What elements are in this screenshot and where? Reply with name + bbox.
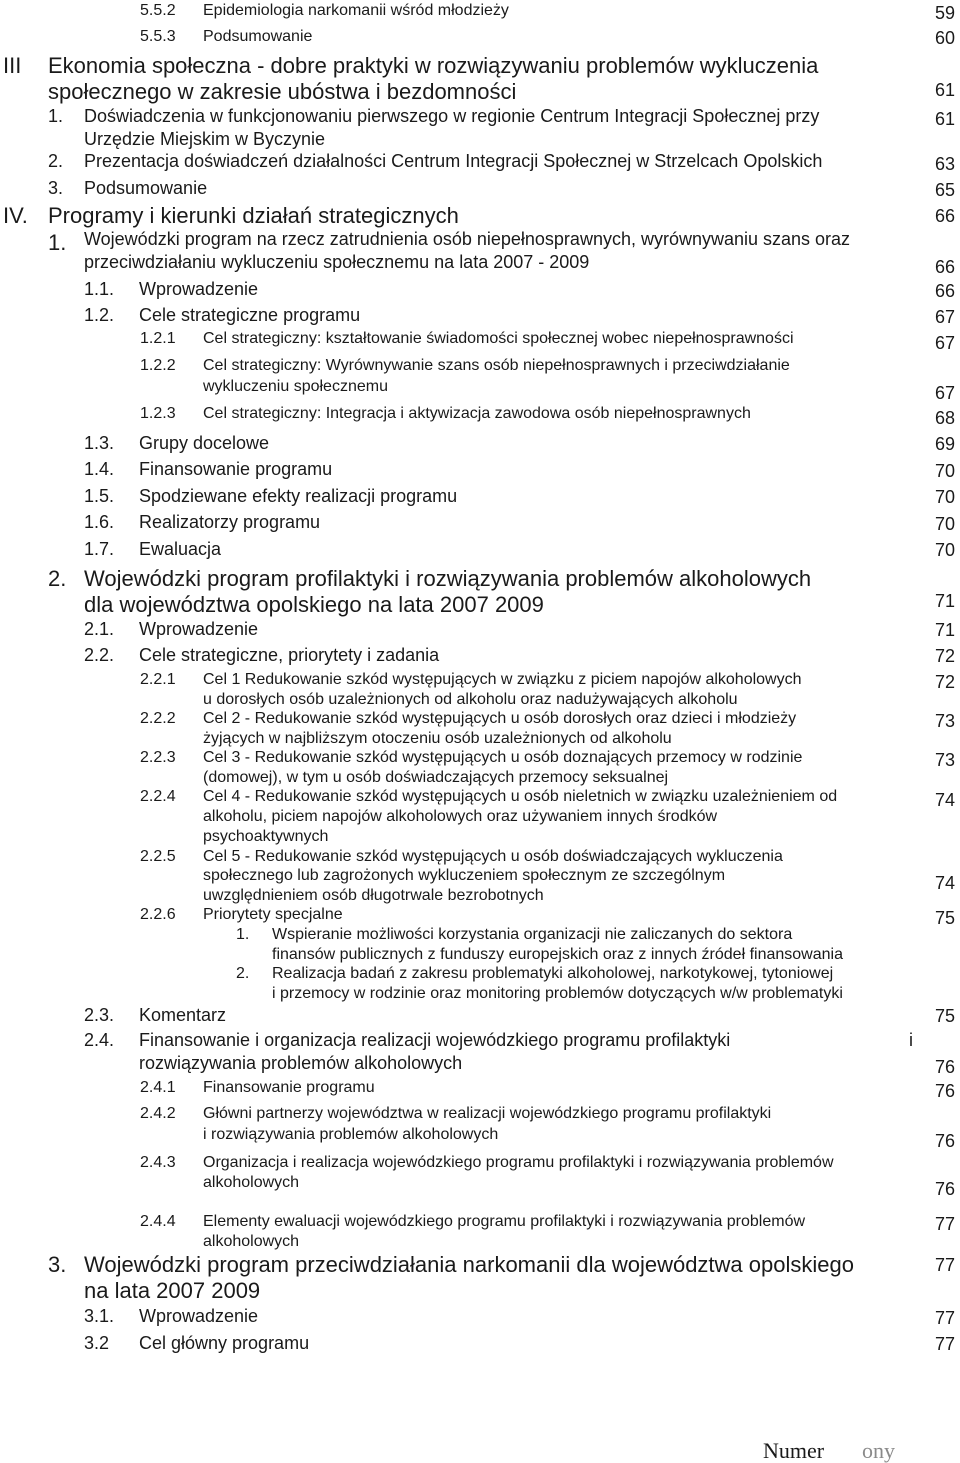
toc-title-cont: u dorosłych osób uzależnionych od alkoholu oraz nadużywających alkoholu <box>203 691 738 708</box>
toc-title: Wojewódzki program profilaktyki i rozwiązywania problemów alkoholowych <box>84 566 812 591</box>
toc-number: 2.2.3 <box>140 749 176 766</box>
toc-number: 2.4. <box>84 1030 115 1050</box>
toc-number: 3. <box>48 178 64 198</box>
toc-page: 66 <box>935 257 956 277</box>
toc-title: Realizacja badań z zakresu problematyki alkoholowej, narkotykowej, tytoniowej <box>272 965 834 982</box>
toc-number: 2.2.6 <box>140 906 176 923</box>
toc-page: 77 <box>935 1255 956 1275</box>
toc-number: 2.2.5 <box>140 848 176 865</box>
toc-page: 76 <box>935 1081 956 1101</box>
toc-page: 75 <box>935 1006 956 1026</box>
toc-title: Cele strategiczne programu <box>139 305 361 325</box>
toc-title-cont: dla województwa opolskiego na lata 2007 2009 <box>84 592 544 617</box>
toc-title: Komentarz <box>139 1005 227 1025</box>
toc-title-cont: psychoaktywnych <box>203 828 329 845</box>
toc-title: Cel 2 - Redukowanie szkód występujących u osób dorosłych oraz dzieci i młodzieży <box>203 710 797 727</box>
toc-title: Podsumowanie <box>203 28 313 45</box>
toc-number: III <box>3 53 22 78</box>
toc-title-cont: finansów publicznych z funduszy europejskich oraz z innych źródeł finansowania <box>272 946 843 963</box>
toc-number: 2.2.2 <box>140 710 176 727</box>
toc-number: 1.6. <box>84 512 115 532</box>
toc-number: 2.4.1 <box>140 1079 176 1096</box>
toc-title: Prezentacja doświadczeń działalności Centrum Integracji Społecznej w Strzelcach Opolskich <box>84 151 823 171</box>
footer-page-label: Numer <box>763 1438 825 1463</box>
toc-title: Cel 4 - Redukowanie szkód występujących u osób nieletnich w związku uzależnieniem od <box>203 788 838 805</box>
toc-page: 74 <box>935 873 956 893</box>
toc-page: 70 <box>935 487 956 507</box>
toc-title-cont: uwzględnieniem osób długotrwale bezrobotnych <box>203 887 544 904</box>
toc-title-cont: Urzędzie Miejskim w Byczynie <box>84 129 326 149</box>
toc-title-cont: przeciwdziałaniu wykluczeniu społecznemu na lata 2007 - 2009 <box>84 252 590 272</box>
toc-number: 5.5.3 <box>140 28 176 45</box>
toc-title: Cel strategiczny: Wyrównywanie szans osób niepełnosprawnych i przeciwdziałanie <box>203 357 790 374</box>
toc-title: Programy i kierunki działań strategicznych <box>48 203 459 228</box>
toc-title: Elementy ewaluacji wojewódzkiego programu profilaktyki i rozwiązywania problemów <box>203 1213 806 1230</box>
toc-title: Główni partnerzy województwa w realizacji wojewódzkiego programu profilaktyki <box>203 1105 772 1122</box>
toc-title-cont: wykluczeniu społecznemu <box>203 378 388 395</box>
toc-page: 73 <box>935 750 956 770</box>
toc-title: Wprowadzenie <box>139 1306 259 1326</box>
toc-number: 3.2 <box>84 1333 110 1353</box>
toc-title: Wspieranie możliwości korzystania organizacji nie zaliczanych do sektora <box>272 926 793 943</box>
toc-title: Finansowanie programu <box>139 459 333 479</box>
toc-page: 61 <box>935 80 956 100</box>
toc-number: 1.2.1 <box>140 330 176 347</box>
toc-title: Cel 5 - Redukowanie szkód występujących u osób doświadczających wykluczenia <box>203 848 783 865</box>
toc-page: 77 <box>935 1308 956 1328</box>
toc-number: 2.1. <box>84 619 115 639</box>
toc-page: 74 <box>935 790 956 810</box>
toc-title: Organizacja i realizacja wojewódzkiego programu profilaktyki i rozwiązywania problemów <box>203 1154 834 1171</box>
toc-number: 2.4.2 <box>140 1105 176 1122</box>
toc-page: 61 <box>935 109 956 129</box>
toc-title: Ekonomia społeczna - dobre praktyki w rozwiązywaniu problemów wykluczenia <box>48 53 819 78</box>
toc-number: 1.5. <box>84 486 115 506</box>
toc-title: Wojewódzki program na rzecz zatrudnienia osób niepełnosprawnych, wyrównywaniu szans oraz <box>84 229 851 249</box>
toc-page: 73 <box>935 711 956 731</box>
toc-title-cont: rozwiązywania problemów alkoholowych <box>139 1053 463 1073</box>
toc-page: 63 <box>935 154 956 174</box>
toc-number: 1.2.2 <box>140 357 176 374</box>
toc-title-cont: i rozwiązywania problemów alkoholowych <box>203 1126 499 1143</box>
toc-number: 3.1. <box>84 1306 115 1326</box>
toc-number: 2. <box>236 965 250 982</box>
toc-page: 66 <box>935 281 956 301</box>
toc-number: 3. <box>48 1252 67 1277</box>
toc-number: 1.2. <box>84 305 115 325</box>
footer-page-label-tail: ony <box>862 1438 895 1463</box>
toc-title-cont: społecznego lub zagrożonych wykluczeniem społecznym ze szczególnym <box>203 867 726 884</box>
toc-number: 1. <box>236 926 250 943</box>
toc-title-cont: i przemocy w rodzinie oraz monitoring problemów dotyczących w/w problematyki <box>272 985 843 1002</box>
toc-number: 5.5.2 <box>140 2 176 19</box>
toc-page: 76 <box>935 1131 956 1151</box>
toc-title: Cel strategiczny: Integracja i aktywizacja zawodowa osób niepełnosprawnych <box>203 405 751 422</box>
toc-title: Grupy docelowe <box>139 433 270 453</box>
toc-title: Wprowadzenie <box>139 279 259 299</box>
toc-title: Epidemiologia narkomanii wśród młodzieży <box>203 2 509 19</box>
toc-page: 71 <box>935 620 956 640</box>
toc-number: 2. <box>48 151 64 171</box>
toc-number: 1.1. <box>84 279 115 299</box>
toc-title-cont: społecznego w zakresie ubóstwa i bezdomności <box>48 79 517 104</box>
toc-title: Cel główny programu <box>139 1333 310 1353</box>
toc-title-cont: alkoholu, piciem napojów alkoholowych oraz używaniem innych środków <box>203 808 718 825</box>
toc-page: 75 <box>935 908 956 928</box>
toc-page: 70 <box>935 461 956 481</box>
toc-title: Priorytety specjalne <box>203 906 343 923</box>
toc-number: 1.7. <box>84 539 115 559</box>
toc-title-cont: na lata 2007 2009 <box>84 1278 261 1303</box>
toc-title: Finansowanie programu <box>203 1079 375 1096</box>
toc-title: Finansowanie i organizacja realizacji wojewódzkiego programu profilaktyki <box>139 1030 731 1050</box>
toc-title-word: i <box>909 1030 913 1050</box>
toc-page: 77 <box>935 1334 956 1354</box>
toc-number: 2.2.1 <box>140 671 176 688</box>
toc-page: 76 <box>935 1057 956 1077</box>
toc-page: 70 <box>935 540 956 560</box>
toc-page: 72 <box>935 672 956 692</box>
toc-page: 71 <box>935 591 956 611</box>
toc-page: 68 <box>935 408 956 428</box>
toc-number: 1.2.3 <box>140 405 176 422</box>
toc-page: 77 <box>935 1214 956 1234</box>
toc-title: Cel 3 - Redukowanie szkód występujących u osób doznających przemocy w rodzinie <box>203 749 803 766</box>
toc-number: 2.3. <box>84 1005 115 1025</box>
toc-title: Cele strategiczne, priorytety i zadania <box>139 645 440 665</box>
toc-number: 1.4. <box>84 459 115 479</box>
toc-title: Realizatorzy programu <box>139 512 321 532</box>
toc-number: IV. <box>3 203 28 228</box>
toc-title: Podsumowanie <box>84 178 208 198</box>
toc-number: 2.2. <box>84 645 115 665</box>
toc-page: 70 <box>935 514 956 534</box>
toc-page: 67 <box>935 333 956 353</box>
toc-page: 60 <box>935 28 956 48</box>
toc-title: Wojewódzki program przeciwdziałania narkomanii dla województwa opolskiego <box>84 1252 854 1277</box>
toc-page: 67 <box>935 307 956 327</box>
toc-title: Doświadczenia w funkcjonowaniu pierwszego w regionie Centrum Integracji Społecznej przy <box>84 106 820 126</box>
toc-number: 2.4.3 <box>140 1154 176 1171</box>
toc-page: 59 <box>935 3 956 23</box>
toc-title: Ewaluacja <box>139 539 222 559</box>
toc-number: 2.4.4 <box>140 1213 176 1230</box>
toc-title-cont: alkoholowych <box>203 1174 300 1191</box>
toc-title: Spodziewane efekty realizacji programu <box>139 486 458 506</box>
toc-title-cont: (domowej), w tym u osób doświadczających przemocy seksualnej <box>203 769 669 786</box>
toc-number: 1. <box>48 230 67 255</box>
toc-title: Cel 1 Redukowanie szkód występujących w związku z piciem napojów alkoholowych <box>203 671 802 688</box>
toc-page: 69 <box>935 434 956 454</box>
toc-page: 76 <box>935 1179 956 1199</box>
toc-page: 66 <box>935 206 956 226</box>
toc-number: 1. <box>48 106 64 126</box>
toc-number: 1.3. <box>84 433 115 453</box>
toc-number: 2.2.4 <box>140 788 176 805</box>
toc-number: 2. <box>48 566 67 591</box>
toc-title: Wprowadzenie <box>139 619 259 639</box>
toc-page: 67 <box>935 383 956 403</box>
toc-title-cont: żyjących w najbliższym otoczeniu osób uzależnionych od alkoholu <box>203 730 672 747</box>
toc-title-cont: alkoholowych <box>203 1233 300 1250</box>
toc-title: Cel strategiczny: kształtowanie świadomości społecznej wobec niepełnosprawności <box>203 330 794 347</box>
toc-page: 65 <box>935 180 956 200</box>
toc-page: 72 <box>935 646 956 666</box>
